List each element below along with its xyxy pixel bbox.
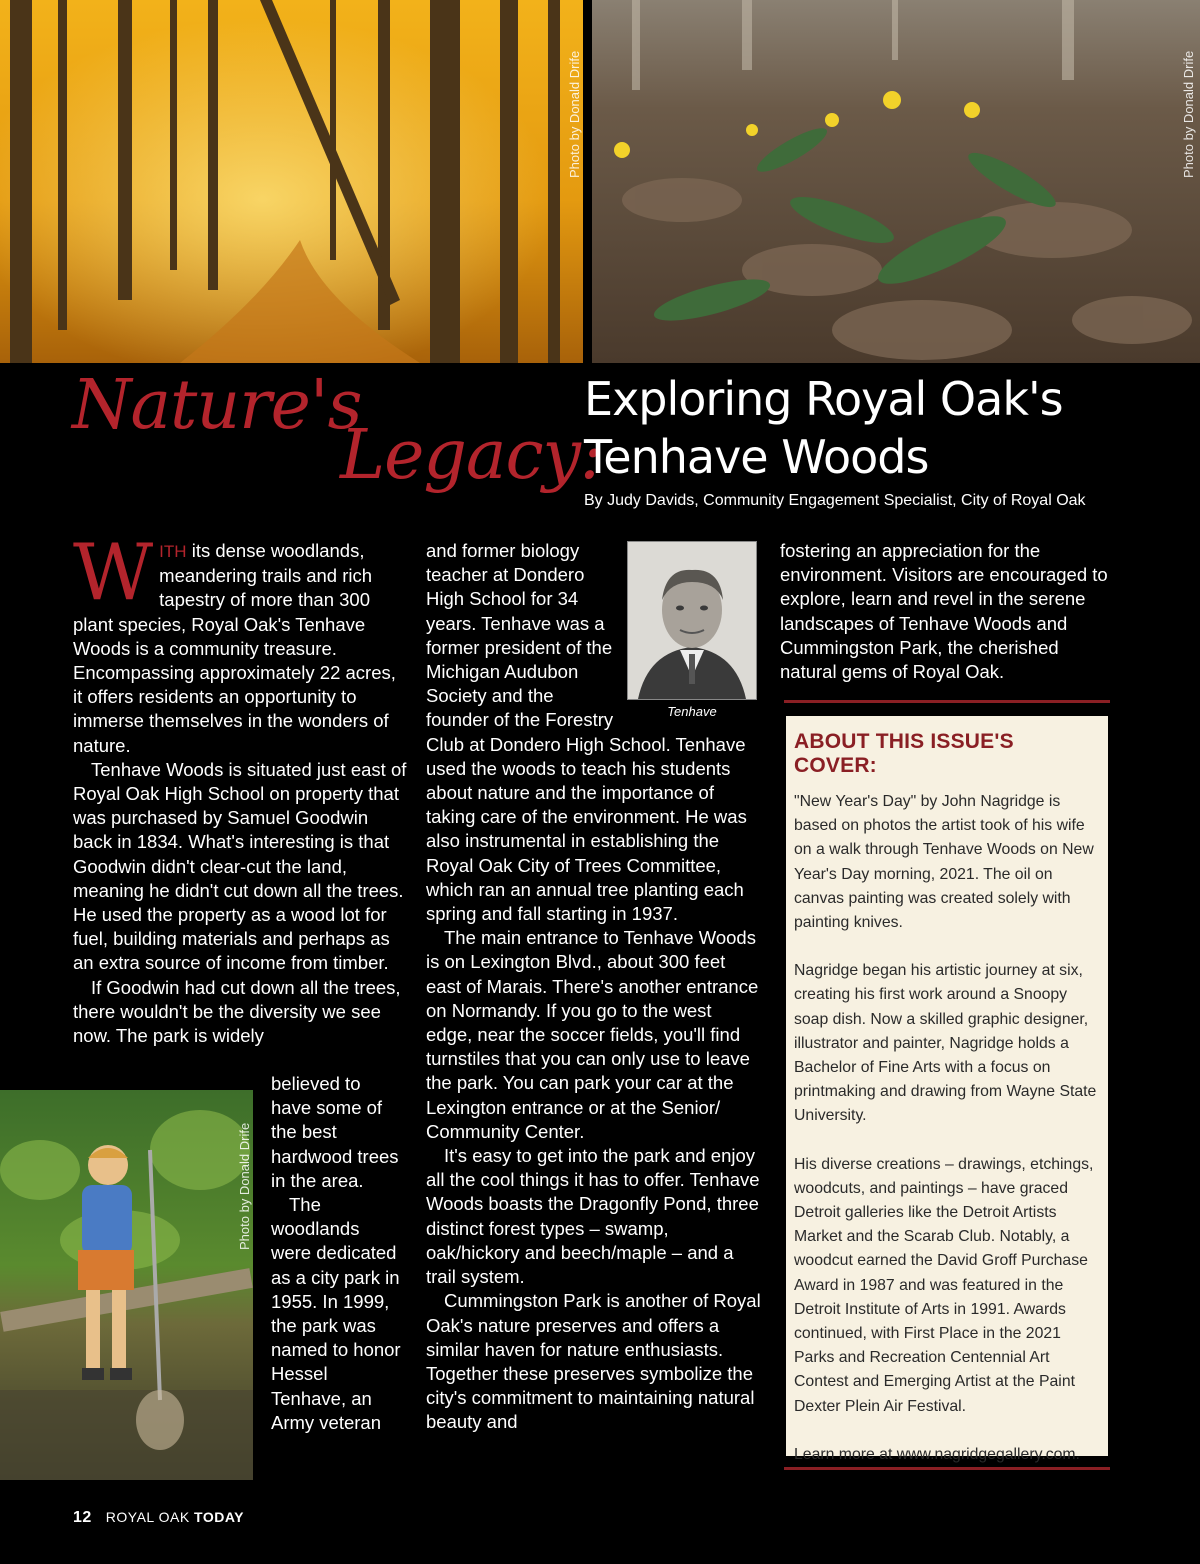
page-title <box>584 370 1184 486</box>
article-paragraph: believed to have some of the best hardwood trees in the area. <box>271 1073 399 1191</box>
article-paragraph: It's easy to get into the park and enjoy all the cool things it has to offer. Tenhave Woods boasts the Dragonfly Pond, three distinct forest types – swamp, oak/hickory and beech/maple – and a trail system. <box>426 1145 760 1288</box>
article-paragraph <box>73 528 408 758</box>
publication-name: ROYAL OAK <box>105 1509 190 1525</box>
paragraph-text: its dense woodlands, meandering trails and rich tapestry of more than 300 plant species, Royal Oak's Tenhave Woods is a community treasure. Encompassing approximately 22 acres, it offers residents an opportunity to immerse themselves in the wonders of nature. <box>73 540 396 756</box>
article-paragraph: Tenhave Woods is situated just east of Royal Oak High School on property that was purchased by Samuel Goodwin back in 1834. What's interesting is that Goodwin didn't clear-cut the land, meaning he didn't cut down all the trees. He used the property as a wood lot for fuel, building materials and perhaps as an extra source of income from timber. <box>73 758 407 974</box>
lead-caps: ITH <box>159 542 187 561</box>
page-number: 12 <box>73 1509 92 1526</box>
article-paragraph: fostering an appreciation for the environment. Visitors are encouraged to explore, learn and revel in the serene landscapes of Tenhave Woods and Cummingston Park, the cherished natural gems of Royal Oak. <box>780 540 1108 683</box>
sidebar-rule-bottom <box>784 1467 1110 1470</box>
boy-in-pond-photo <box>0 1090 253 1480</box>
photo-credit: Photo by Donald Drife <box>1181 50 1196 178</box>
article-column-1-wrap <box>271 1072 401 1435</box>
script-title-line1: Nature's <box>72 366 362 445</box>
photo-credit: Photo by Donald Drife <box>567 50 582 178</box>
sidebar-heading: ABOUT THIS ISSUE'S COVER: <box>794 730 1014 777</box>
article-paragraph: If Goodwin had cut down all the trees, there wouldn't be the diversity we see now. The park is widely <box>73 976 401 1047</box>
sidebar-paragraph: "New Year's Day" by John Nagridge is based on photos the artist took of his wife on a walk through Tenhave Woods on New Year's Day morning, 2021. The oil on canvas painting was created solely with painting knives. <box>794 793 1094 932</box>
article-column-2 <box>426 539 761 1435</box>
article-paragraph: Cummingston Park is another of Royal Oak's nature preserves and offers a similar haven for nature enthusiasts. Together these preserves symbolize the city's commitment to maintaining natural beauty and <box>426 1290 761 1433</box>
sidebar-paragraph: Nagridge began his artistic journey at six, creating his first work around a Snoopy soap dish. Now a skilled graphic designer, illustrator and painter, Nagridge holds a Bachelor of Fine Arts with a focus on printmaking and drawing from Wayne State University. <box>794 962 1097 1125</box>
article-column-1 <box>73 528 408 1048</box>
article-paragraph: The main entrance to Tenhave Woods is on Lexington Blvd., about 300 feet east of Marais. There's another entrance on Normandy. If you go to the west edge, near the soccer fields, you'll find turnstiles that you can only use to leave the park. You can park your car at the Lexington entrance or at the Senior/ Community Center. <box>426 927 759 1142</box>
portrait-caption: Tenhave <box>667 704 717 719</box>
portrait-spacer <box>621 539 761 731</box>
page-title-line2: Tenhave Woods <box>584 430 929 484</box>
page-footer <box>73 1509 244 1527</box>
article-paragraph: and former biology teacher at Dondero High School for 34 years. Tenhave was a former president of the Michigan Audubon Society and the founder of the Forestry Club at Dondero High School. Tenhave used the woods to teach his students about nature and the importance of taking care of the environment. He was also instrumental in establishing the Royal Oak City of Trees Committee, which ran an annual tree planting each spring and fall starting in 1937. <box>426 540 747 925</box>
script-title-line2: Legacy: <box>340 416 602 495</box>
byline: By Judy Davids, Community Engagement Specialist, City of Royal Oak <box>584 492 1086 509</box>
trout-lily-photo <box>592 0 1200 363</box>
photo-credit: Photo by Donald Drife <box>237 1122 252 1250</box>
article-column-3 <box>780 539 1115 684</box>
publication-name-bold: TODAY <box>194 1509 245 1525</box>
autumn-forest-photo <box>0 0 583 363</box>
page-title-line1: Exploring Royal Oak's <box>584 372 1063 426</box>
article-paragraph: The woodlands were dedicated as a city park in 1955. In 1999, the park was named to honor Hessel Tenhave, an Army veteran <box>271 1194 401 1433</box>
sidebar-rule-top <box>784 700 1110 703</box>
drop-cap: W <box>73 528 154 618</box>
sidebar-paragraph: His diverse creations – drawings, etchings, woodcuts, and paintings – have graced Detroit galleries like the Detroit Artists Market and the Scarab Club. Notably, a woodcut earned the David Groff Purchase Award in 1987 and was featured in the Detroit Institute of Arts in 1991. Awards continued, with First Place in the 2021 Parks and Recreation Centennial Art Contest and Emerging Artist at the Paint Dexter Plein Air Festival. <box>794 1155 1094 1415</box>
cover-sidebar <box>786 716 1108 1463</box>
sidebar-paragraph: Learn more at www.nagridgegallery.com. <box>794 1445 1080 1463</box>
